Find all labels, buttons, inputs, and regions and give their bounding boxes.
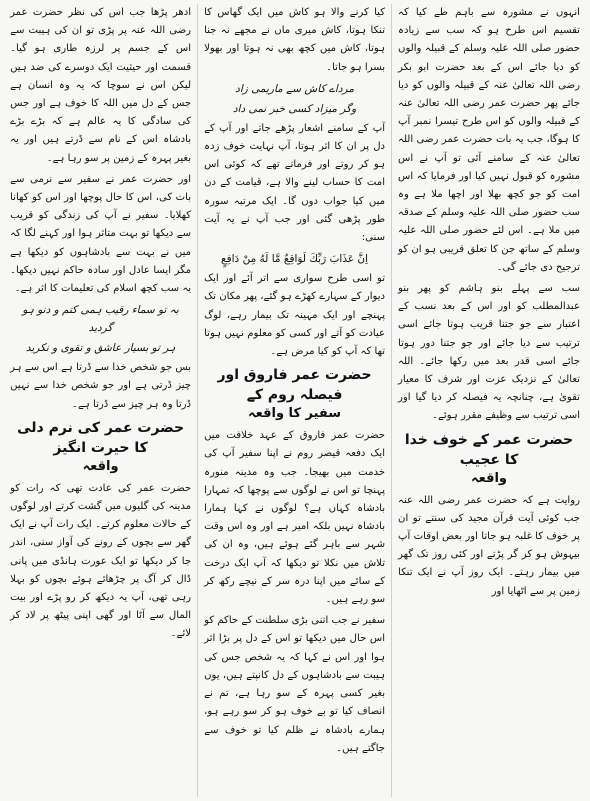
section-subheading: واقعہ: [471, 470, 508, 486]
paragraph: بس جو شخص خدا سے ڈرتا ہے اس سے ہر چیز ڈرتی ہے اور جو شخص خدا سے نہیں ڈرتا وہ ہر چیز سے ڈرتا ہے۔: [10, 362, 192, 410]
section-subheading: واقعہ: [82, 458, 119, 474]
paragraph: روایت ہے کہ حضرت عمر رضی اللہ عنہ جب کوئی آیت قرآن مجید کی سنتے تو ان پر خوف کا غلبہ ہو جاتا اور بعض اوقات آپ بیہوش ہو کر گر پڑتے اور کئی روز تک گھر میں بیمار رہتے۔ ایک روز آپ نے ایک تنکا زمین پر سے اٹھایا اور: [398, 494, 580, 597]
paragraph: سب سے پہلے بنو ہاشم کو پھر بنو عبدالمطلب کو اور اس کے بعد نسب کے اعتبار سے جو جتنا قریب ہوتا جائے اسی ترتیب سے دیا جائے اور جو جتنا دور ہوتا جائے اسی قدر بعد میں رکھا جائے۔ اللہ تعالیٰ کے نزدیک عزت اور شرف کا معیار تقویٰ ہے، چنانچہ یہ فیصلہ کر دیا گیا اور اسی ترتیب سے وظیفے مقرر ہوئے۔: [398, 283, 580, 422]
verse-line: ہر تو بسیار عاشق و تقوی و نکرید: [25, 342, 176, 355]
paragraph: آپ کے سامنے اشعار پڑھے جاتے اور آپ کے دل پر ان کا اثر ہوتا، آپ نہایت خوف زدہ ہو کر روتے اور فرماتے تھے کہ کوئی اس امت کا حساب لینے والا ہے، قیامت کے دن میں کیا جواب دوں گا۔ ایک مرتبہ سورہ طور پڑھی گئی اور جب آپ نے یہ آیت سنی:: [204, 122, 386, 244]
verse-line: وگر میزاد کسی خبر نمی داد: [232, 102, 357, 115]
text-column-left: [4, 4, 198, 797]
verse-line: مرداے کاش سے ماریمی زاد: [235, 82, 354, 95]
section-subheading: سفیر کا واقعہ: [248, 406, 342, 422]
paragraph: کیا کرنے والا ہو کاش میں ایک گھاس کا تنکا ہوتا، کاش میری ماں نے مجھے نہ جنا ہوتا، کاش میں کچھ بھی نہ ہوتا اور بھولا بسرا ہو جاتا۔: [204, 7, 386, 73]
quran-verse: اِنَّ عَذَابَ رَبِّكَ لَوَاقِعٌ مَّا لَهُ مِنْ دَافِعٍ: [221, 253, 369, 266]
paragraph: حضرت عمر فاروق کے عہد خلافت میں ایک دفعہ قیصر روم نے اپنا سفیر آپ کی خدمت میں بھیجا۔ جب وہ مدینہ منورہ پہنچا تو اس نے لوگوں سے پوچھا کہ تمہارا بادشاہ کہاں ہے؟ لوگوں نے کہا ہمارا بادشاہ نہیں بلکہ امیر ہے اور وہ اس وقت شہر سے باہر گئے ہوئے ہیں، وہ ان کی تلاش میں نکلا تو دیکھا کہ آپ ایک درخت کے سائے میں اپنا درہ سر کے نیچے رکھ کر سو رہے ہیں۔: [204, 430, 386, 606]
section-heading: حضرت عمر فاروق اور فیصلہ روم کے: [217, 367, 372, 404]
verse-line: بہ تو سماء رقیب ہمی کتم و دنو ہو گردید: [22, 304, 179, 335]
paragraph: انہوں نے مشورہ سے باہم طے کیا کہ تقسیم اس طرح ہو کہ سب سے زیادہ حضور صلی اللہ علیہ وسلم کے قبیلہ والوں کو دیا جائے اس کے بعد حضرت ابو بکر رضی اللہ تعالیٰ عنہ کے قبیلہ والوں کو دیا جائے پھر حضرت عمر رضی اللہ تعالیٰ عنہ کے قبیلہ والوں کو اس طرح تیسرا نمبر آپ کا ہوگا، جب یہ بات حضرت عمر رضی اللہ تعالیٰ عنہ کے سامنے آئی تو آپ نے اس مشورہ کو قبول نہیں کیا اور فرمایا کہ اس امت کو جو کچھ بھلا اور اچھا ملا ہے وہ سب حضور صلی اللہ علیہ وسلم کے صدقہ میں ملا ہے۔ اس لئے حضور صلی اللہ علیہ وسلم کے ساتھ جن کا تعلق قریبی ہو ان کو ترجیح دی جائے گی۔: [398, 7, 580, 273]
section-heading: حضرت عمر کی نرم دلی کا حیرت انگیز: [17, 419, 185, 456]
text-column-middle: [198, 4, 392, 797]
paragraph: ادھر پڑھا جب اس کی نظر حضرت عمر رضی اللہ عنہ پر پڑی تو ان کی ہیبت سے اس کے جسم پر لرزہ طاری ہو گیا۔ قسمت اور حیثیت ایک دوسرے کی ضد ہیں لیکن اس نے سوچا کہ یہ وہ انسان ہے جس کے دل میں اللہ کا خوف ہے اور جس کی سادگی کا یہ عالم ہے کہ بڑے بڑے بادشاہ اس کے نام سے ڈرتے ہیں اور یہ بغیر پہرہ کے زمین پر سو رہا ہے۔: [10, 7, 192, 164]
paragraph: تو اسی طرح سواری سے اتر آئے اور ایک دیوار کے سہارے کھڑے ہو گئے، پھر مکان تک پہنچے اور ایک مہینہ تک بیمار رہے، لوگ عیادت کو آتے اور کسی کو معلوم نہیں ہوتا تھا کہ آپ کو کیا مرض ہے۔: [204, 273, 386, 358]
paragraph: سفیر نے جب اتنی بڑی سلطنت کے حاکم کو اس حال میں دیکھا تو اس کے دل پر بڑا اثر ہوا اور اس نے کہا کہ یہ شخص جس کی ہیبت سے بادشاہوں کے دل کانپتے ہیں، یوں بغیر کسی پہرہ کے سو رہا ہے، تم نے انصاف کیا تو بے خوف ہو کر سو رہے ہو، ہمارے بادشاہ نے ظلم کیا تو خوف سے جاگتے ہیں۔: [204, 615, 386, 754]
paragraph: اور حضرت عمر نے سفیر سے نرمی سے بات کی، اس کا حال پوچھا اور اس کو کھانا کھلایا۔ سفیر نے آپ کی زندگی کو قریب سے دیکھا تو بہت متاثر ہوا اور کہنے لگا کہ میں نے بہت سے بادشاہوں کو دیکھا ہے مگر ایسا عادل اور سادہ حاکم نہیں دیکھا۔ یہ سب کچھ اسلام کی تعلیمات کا اثر ہے۔: [10, 173, 192, 295]
text-column-right: [392, 4, 586, 797]
paragraph: حضرت عمر کی عادت تھی کہ رات کو مدینہ کی گلیوں میں گشت کرتے اور لوگوں کے حالات معلوم کرتے۔ ایک رات آپ نے ایک گھر سے بچوں کے رونے کی آواز سنی، اندر جا کر دیکھا تو ایک عورت ہانڈی میں پانی ڈال کر آگ پر چڑھائے ہوئے بچوں کو بہلا رہی تھی، آپ یہ دیکھ کر رو پڑے اور بیت المال سے آٹا اور گھی اپنی پیٹھ پر لاد کر لائے۔: [10, 482, 192, 640]
section-heading: حضرت عمر کے خوف خدا کا عجیب: [404, 431, 574, 468]
